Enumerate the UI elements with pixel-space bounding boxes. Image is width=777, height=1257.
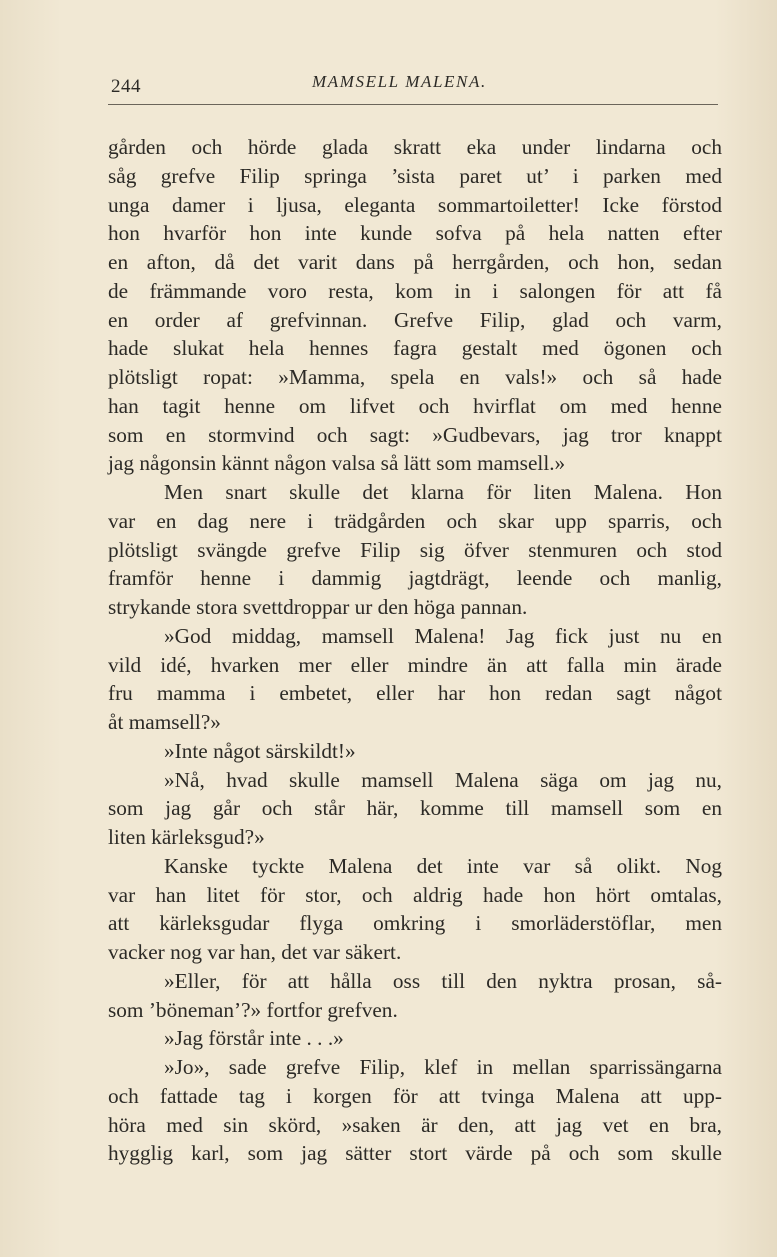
text-line: en afton, då det varit dans på herrgården, och hon, sedan	[108, 250, 722, 274]
text-line: »God middag, mamsell Malena! Jag fick just nu en	[164, 623, 722, 648]
text-line: var han litet för stor, och aldrig hade hon hört omtalas,	[108, 882, 722, 907]
text-line: »Jo», sade grefve Filip, klef in mellan sparrissängarna	[164, 1055, 722, 1079]
text-line: såg grefve Filip springa ’sista paret ut’ i parken med	[108, 163, 722, 188]
text-line: en order af grefvinnan. Grefve Filip, glad och varm,	[108, 307, 722, 332]
header-rule	[108, 104, 718, 105]
text-line: »Inte något särskildt!»	[164, 738, 356, 763]
text-line: som en stormvind och sagt: »Gudbevars, jag tror knappt	[108, 422, 722, 447]
text-line: liten kärleksgud?»	[108, 825, 265, 849]
text-line: gården och hörde glada skratt eka under lindarna och	[108, 135, 722, 159]
text-line: framför henne i dammig jagtdrägt, leende och manlig,	[108, 566, 722, 591]
body-text	[108, 133, 722, 1168]
text-line: unga damer i ljusa, eleganta sommartoiletter! Icke förstod	[108, 192, 722, 217]
text-line: »Nå, hvad skulle mamsell Malena säga om jag nu,	[164, 767, 722, 792]
text-line: han tagit henne om lifvet och hvirflat om med henne	[108, 393, 722, 418]
text-line: de främmande voro resta, kom in i salongen för att få	[108, 278, 722, 303]
text-line: som ’böneman’?» fortfor grefven.	[108, 997, 398, 1022]
text-line: Kanske tyckte Malena det inte var så olikt. Nog	[164, 853, 722, 878]
text-line: att kärleksgudar flyga omkring i smorläderstöflar, men	[108, 911, 722, 936]
text-line: höra med sin skörd, »saken är den, att jag vet en bra,	[108, 1112, 722, 1137]
text-line: som jag går och står här, komme till mamsell som en	[108, 796, 722, 821]
text-line: och fattade tag i korgen för att tvinga Malena att upp-	[108, 1083, 722, 1108]
running-title: MAMSELL MALENA.	[312, 72, 487, 91]
text-line: var en dag nere i trädgården och skar upp sparris, och	[108, 508, 722, 533]
text-line: plötsligt svängde grefve Filip sig öfver stenmuren och stod	[108, 537, 722, 562]
text-line: hygglig karl, som jag sätter stort värde på och som skulle	[108, 1141, 722, 1166]
text-line: hon hvarför hon inte kunde sofva på hela natten efter	[108, 221, 722, 246]
text-line: »Eller, för att hålla oss till den nyktra prosan, så-	[164, 968, 722, 993]
page-number: 244	[111, 76, 141, 97]
text-line: »Jag förstår inte . . .»	[164, 1026, 344, 1051]
text-line: hade slukat hela hennes fagra gestalt med ögonen och	[108, 336, 722, 361]
text-line: strykande stora svettdroppar ur den höga pannan.	[108, 595, 528, 619]
text-line: plötsligt ropat: »Mamma, spela en vals!» och så hade	[108, 365, 722, 389]
text-line: vacker nog var han, det var säkert.	[108, 940, 402, 964]
text-line: åt mamsell?»	[108, 710, 221, 734]
text-line: jag någonsin kännt någon valsa så lätt som mamsell.»	[108, 451, 566, 476]
text-line: fru mamma i embetet, eller har hon redan sagt något	[108, 681, 722, 706]
text-line: vild idé, hvarken mer eller mindre än att falla min ärade	[108, 652, 722, 677]
text-line: Men snart skulle det klarna för liten Malena. Hon	[164, 480, 722, 504]
